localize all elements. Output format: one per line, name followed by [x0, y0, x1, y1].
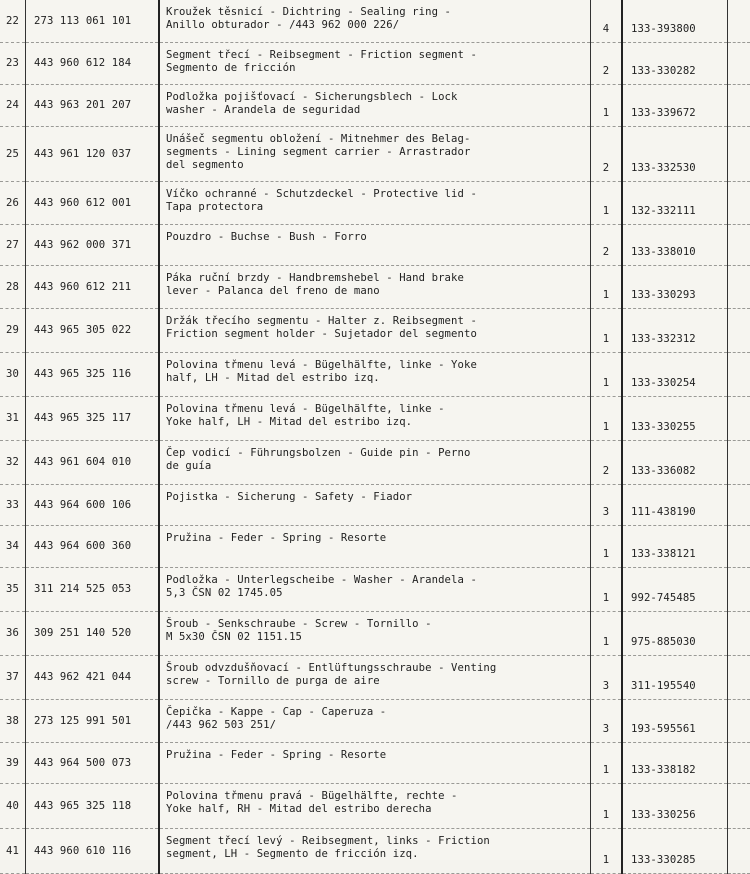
table-row [0, 700, 750, 743]
table-row [0, 182, 750, 225]
quantity: 2 [591, 441, 623, 485]
item-number: 28 [0, 266, 26, 309]
margin-cell [728, 526, 750, 568]
margin-cell [728, 784, 750, 829]
catalog-code: 133-332530 [622, 127, 728, 182]
margin-cell [728, 182, 750, 225]
catalog-code: 311-195540 [622, 656, 728, 700]
part-description: Pouzdro - Buchse - Bush - Forro [159, 225, 591, 266]
item-number: 37 [0, 656, 26, 700]
part-number: 443 960 612 001 [26, 182, 160, 225]
margin-cell [728, 397, 750, 441]
quantity: 1 [591, 266, 623, 309]
part-number: 273 125 991 501 [26, 700, 160, 743]
item-number: 24 [0, 85, 26, 127]
margin-cell [728, 353, 750, 397]
margin-cell [728, 656, 750, 700]
margin-cell [728, 743, 750, 784]
table-row [0, 309, 750, 353]
part-number: 443 960 612 184 [26, 43, 160, 85]
item-number: 29 [0, 309, 26, 353]
table-row [0, 612, 750, 656]
catalog-code: 133-330254 [622, 353, 728, 397]
item-number: 36 [0, 612, 26, 656]
table-row [0, 353, 750, 397]
table-row [0, 397, 750, 441]
part-number: 443 964 600 360 [26, 526, 160, 568]
catalog-code: 133-330255 [622, 397, 728, 441]
table-row [0, 526, 750, 568]
catalog-code: 193-595561 [622, 700, 728, 743]
quantity: 3 [591, 485, 623, 526]
quantity: 1 [591, 397, 623, 441]
part-description: Segment třecí - Reibsegment - Friction segment - Segmento de fricción [159, 43, 591, 85]
part-description: Páka ruční brzdy - Handbremshebel - Hand brake lever - Palanca del freno de mano [159, 266, 591, 309]
part-description: Polovina třmenu pravá - Bügelhälfte, rechte - Yoke half, RH - Mitad del estribo derecha [159, 784, 591, 829]
part-description: Pružina - Feder - Spring - Resorte [159, 743, 591, 784]
catalog-code: 132-332111 [622, 182, 728, 225]
item-number: 41 [0, 829, 26, 874]
part-number: 309 251 140 520 [26, 612, 160, 656]
margin-cell [728, 441, 750, 485]
catalog-code: 133-330285 [622, 829, 728, 874]
part-number: 443 964 500 073 [26, 743, 160, 784]
part-number: 443 961 120 037 [26, 127, 160, 182]
part-number: 443 960 612 211 [26, 266, 160, 309]
quantity: 1 [591, 182, 623, 225]
quantity: 1 [591, 526, 623, 568]
part-description: Šroub odvzdušňovací - Entlüftungsschraube - Venting screw - Tornillo de purga de aire [159, 656, 591, 700]
part-description: Víčko ochranné - Schutzdeckel - Protective lid - Tapa protectora [159, 182, 591, 225]
margin-cell [728, 43, 750, 85]
catalog-code: 133-332312 [622, 309, 728, 353]
table-row [0, 568, 750, 612]
margin-cell [728, 568, 750, 612]
item-number: 38 [0, 700, 26, 743]
quantity: 2 [591, 43, 623, 85]
part-description: Segment třecí levý - Reibsegment, links - Friction segment, LH - Segmento de fricción izq. [159, 829, 591, 874]
table-row [0, 656, 750, 700]
part-number: 443 965 325 117 [26, 397, 160, 441]
part-number: 443 964 600 106 [26, 485, 160, 526]
catalog-code: 133-338121 [622, 526, 728, 568]
margin-cell [728, 85, 750, 127]
margin-cell [728, 225, 750, 266]
item-number: 33 [0, 485, 26, 526]
catalog-code: 133-338182 [622, 743, 728, 784]
part-description: Šroub - Senkschraube - Screw - Tornillo - M 5x30 ČSN 02 1151.15 [159, 612, 591, 656]
catalog-code: 133-336082 [622, 441, 728, 485]
part-number: 443 962 421 044 [26, 656, 160, 700]
part-description: Kroužek těsnicí - Dichtring - Sealing ring - Anillo obturador - /443 962 000 226/ [159, 0, 591, 43]
table-row [0, 43, 750, 85]
table-row [0, 85, 750, 127]
catalog-code: 133-393800 [622, 0, 728, 43]
table-row [0, 743, 750, 784]
quantity: 1 [591, 612, 623, 656]
quantity: 1 [591, 784, 623, 829]
table-row [0, 784, 750, 829]
table-row [0, 441, 750, 485]
part-description: Čep vodicí - Führungsbolzen - Guide pin - Perno de guía [159, 441, 591, 485]
margin-cell [728, 0, 750, 43]
catalog-code: 992-745485 [622, 568, 728, 612]
catalog-code: 133-330282 [622, 43, 728, 85]
margin-cell [728, 700, 750, 743]
table-row [0, 829, 750, 874]
part-number: 443 960 610 116 [26, 829, 160, 874]
quantity: 1 [591, 309, 623, 353]
catalog-code: 111-438190 [622, 485, 728, 526]
table-row [0, 0, 750, 43]
catalog-code: 133-330293 [622, 266, 728, 309]
quantity: 1 [591, 568, 623, 612]
part-number: 443 965 325 116 [26, 353, 160, 397]
item-number: 27 [0, 225, 26, 266]
quantity: 2 [591, 127, 623, 182]
part-description: Držák třecího segmentu - Halter z. Reibsegment - Friction segment holder - Sujetador del segmento [159, 309, 591, 353]
item-number: 30 [0, 353, 26, 397]
quantity: 1 [591, 353, 623, 397]
catalog-code: 133-330256 [622, 784, 728, 829]
item-number: 32 [0, 441, 26, 485]
part-number: 443 965 325 118 [26, 784, 160, 829]
catalog-code: 133-339672 [622, 85, 728, 127]
margin-cell [728, 266, 750, 309]
item-number: 25 [0, 127, 26, 182]
item-number: 23 [0, 43, 26, 85]
catalog-code: 133-338010 [622, 225, 728, 266]
part-description: Podložka - Unterlegscheibe - Washer - Arandela - 5,3 ČSN 02 1745.05 [159, 568, 591, 612]
margin-cell [728, 829, 750, 874]
item-number: 39 [0, 743, 26, 784]
table-row [0, 225, 750, 266]
quantity: 3 [591, 700, 623, 743]
quantity: 1 [591, 85, 623, 127]
margin-cell [728, 127, 750, 182]
item-number: 40 [0, 784, 26, 829]
item-number: 26 [0, 182, 26, 225]
part-number: 443 965 305 022 [26, 309, 160, 353]
item-number: 34 [0, 526, 26, 568]
quantity: 1 [591, 829, 623, 874]
margin-cell [728, 309, 750, 353]
part-description: Pružina - Feder - Spring - Resorte [159, 526, 591, 568]
quantity: 4 [591, 0, 623, 43]
catalog-code: 975-885030 [622, 612, 728, 656]
table-row [0, 266, 750, 309]
part-description: Polovina třmenu levá - Bügelhälfte, linke - Yoke half, LH - Mitad del estribo izq. [159, 397, 591, 441]
part-description: Polovina třmenu levá - Bügelhälfte, linke - Yoke half, LH - Mitad del estribo izq. [159, 353, 591, 397]
part-description: Unášeč segmentu obložení - Mitnehmer des Belag- segments - Lining segment carrier - Arrastrador del segmento [159, 127, 591, 182]
part-description: Podložka pojišťovací - Sicherungsblech - Lock washer - Arandela de seguridad [159, 85, 591, 127]
part-number: 443 962 000 371 [26, 225, 160, 266]
margin-cell [728, 485, 750, 526]
part-number: 443 961 604 010 [26, 441, 160, 485]
quantity: 1 [591, 743, 623, 784]
table-row [0, 127, 750, 182]
item-number: 31 [0, 397, 26, 441]
part-number: 273 113 061 101 [26, 0, 160, 43]
part-number: 443 963 201 207 [26, 85, 160, 127]
part-number: 311 214 525 053 [26, 568, 160, 612]
item-number: 35 [0, 568, 26, 612]
part-description: Pojistka - Sicherung - Safety - Fiador [159, 485, 591, 526]
item-number: 22 [0, 0, 26, 43]
quantity: 3 [591, 656, 623, 700]
table-row [0, 485, 750, 526]
margin-cell [728, 612, 750, 656]
part-description: Čepička - Kappe - Cap - Caperuza - /443 962 503 251/ [159, 700, 591, 743]
quantity: 2 [591, 225, 623, 266]
